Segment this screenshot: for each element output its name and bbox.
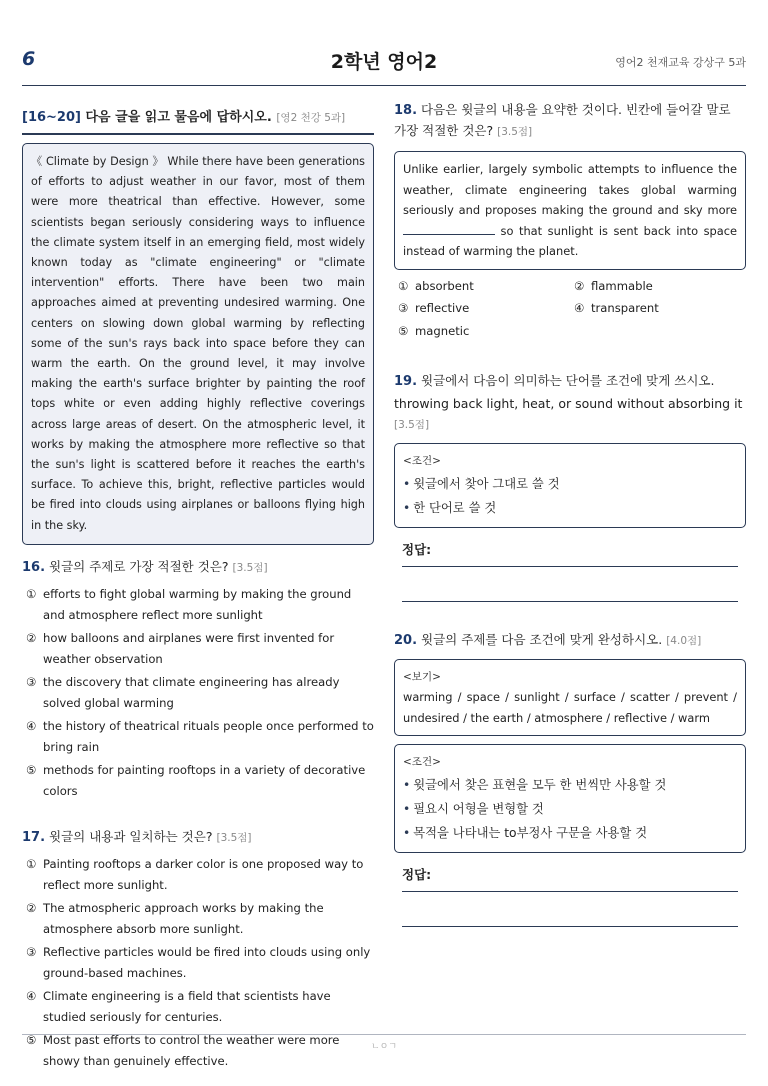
question-18-prompt: [394, 100, 746, 142]
choice-mark: ①: [26, 856, 37, 871]
bullet-icon: •: [403, 825, 411, 840]
answer-label-20: 정답:: [402, 866, 432, 882]
choice-18-3[interactable]: [394, 298, 570, 320]
choice-16-2[interactable]: [22, 628, 374, 671]
question-18-points: [3.5점]: [497, 126, 533, 138]
question-17-number: 17.: [22, 829, 46, 845]
condition-text: 필요시 어형을 변형할 것: [413, 801, 544, 816]
choice-17-4[interactable]: [22, 986, 374, 1029]
condition-label: <조건>: [403, 756, 441, 768]
word-bank: warming / space / sunlight / surface / scatter / prevent / undesired / the earth / atmosphere / reflective / warm: [403, 690, 737, 725]
answer-line-19-2[interactable]: [402, 601, 738, 602]
condition-item: [403, 496, 737, 520]
condition-item: [403, 472, 737, 496]
question-17-points: [3.5점]: [216, 831, 252, 844]
condition-text: 목적을 나타내는 to부정사 구문을 사용할 것: [413, 825, 648, 840]
question-17-prompt: [22, 827, 374, 848]
question-17-text: 윗글의 내용과 일치하는 것은?: [49, 828, 213, 844]
question-20-prompt: [394, 630, 746, 651]
condition-item: [403, 821, 737, 845]
bullet-icon: •: [403, 801, 411, 816]
choice-text: efforts to fight global warming by making the ground and atmosphere reflect more sunlight: [43, 586, 352, 623]
question-20-text: 윗글의 주제를 다음 조건에 맞게 완성하시오.: [421, 631, 663, 647]
choice-text: the discovery that climate engineering has already solved global warming: [43, 674, 340, 711]
passage-instruction: [22, 106, 374, 135]
choice-16-5[interactable]: [22, 760, 374, 803]
question-16-number: 16.: [22, 559, 46, 575]
question-20-number: 20.: [394, 632, 418, 648]
choice-16-1[interactable]: [22, 584, 374, 627]
choice-text: Painting rooftops a darker color is one proposed way to reflect more sunlight.: [43, 856, 364, 893]
choice-text: absorbent: [415, 278, 474, 293]
condition-text: 윗글에서 찾은 표현을 모두 한 번씩만 사용할 것: [413, 777, 667, 792]
condition-item: [403, 773, 737, 797]
condition-label: <조건>: [403, 455, 441, 467]
question-19-prompt: [394, 371, 746, 392]
choice-mark: ②: [574, 278, 585, 293]
question-20-points: [4.0점]: [666, 634, 702, 647]
question-16: [22, 557, 374, 803]
footer-text: ㄴㅇㄱ: [370, 1042, 398, 1052]
bullet-icon: •: [403, 476, 411, 491]
answer-line-20-2[interactable]: [402, 926, 738, 927]
choice-17-2[interactable]: [22, 898, 374, 941]
question-19-text: 윗글에서 다음이 의미하는 단어를 조건에 맞게 쓰시오.: [421, 373, 715, 388]
choice-mark: ④: [26, 718, 37, 733]
choice-text: transparent: [591, 301, 659, 315]
summary-before: Unlike earlier, largely symbolic attempts to influence the weather, climate engineering takes global warming seriously and proposes making the ground and sky more: [403, 162, 737, 217]
question-19: [394, 371, 746, 602]
choice-text: The atmospheric approach works by making the atmosphere absorb more sunlight.: [43, 900, 324, 937]
question-19-points: [3.5점]: [394, 419, 430, 431]
choice-mark: ⑤: [26, 1032, 37, 1047]
choice-mark: ⑤: [26, 762, 37, 777]
choice-18-1[interactable]: [394, 276, 570, 298]
question-18-text: 다음은 윗글의 내용을 요약한 것이다. 빈칸에 들어갈 말로 가장 적절한 것은?: [394, 102, 731, 138]
choice-17-3[interactable]: [22, 942, 374, 985]
choice-mark: ⑤: [398, 323, 409, 338]
choice-mark: ①: [398, 278, 409, 293]
choice-16-4[interactable]: [22, 716, 374, 759]
passage-source-tag: [영2 천강 5과]: [276, 112, 346, 124]
answer-line-20-1[interactable]: [402, 891, 738, 892]
question-20-conditions: [394, 744, 746, 853]
choice-text: the history of theatrical rituals people once performed to bring rain: [43, 718, 374, 755]
choice-text: magnetic: [415, 323, 470, 338]
page-title: 2학년 영어2: [330, 51, 438, 73]
question-16-prompt: [22, 557, 374, 578]
question-19-definition-line: [394, 394, 746, 435]
choice-mark: ③: [26, 944, 37, 959]
page-number: 6: [22, 48, 36, 70]
question-18-number: 18.: [394, 103, 418, 118]
choice-text: flammable: [591, 278, 653, 293]
question-19-number: 19.: [394, 374, 418, 389]
choice-18-4[interactable]: [570, 298, 746, 320]
summary-text: [403, 159, 737, 262]
choice-text: Reflective particles would be fired into clouds using only ground-based machines.: [43, 944, 371, 981]
choice-mark: ②: [26, 900, 37, 915]
question-16-choices: [22, 584, 374, 803]
word-bank-label: <보기>: [403, 670, 441, 683]
choice-mark: ④: [574, 301, 585, 315]
choice-text: how balloons and airplanes were first invented for weather observation: [43, 630, 335, 667]
bullet-icon: •: [403, 777, 411, 792]
choice-text: Climate engineering is a field that scientists have studied seriously for centuries.: [43, 988, 331, 1025]
condition-text: 한 단어로 쓸 것: [413, 500, 497, 515]
word-bank-box: [394, 659, 746, 737]
footer-divider: [22, 1034, 746, 1035]
passage-range: [16~20]: [22, 110, 81, 125]
question-16-points: [3.5점]: [232, 561, 268, 574]
question-18-choices: [394, 276, 746, 344]
choice-18-5[interactable]: [394, 321, 570, 343]
choice-mark: ②: [26, 630, 37, 645]
reading-passage: 《 Climate by Design 》 While there have been generations of efforts to adjust weather in our favor, most of them were more theatrical than effective. However, some scientists began seriously considering ways to influence the climate system itself in an emerging field, most widely known today as "climate engineering" or "climate intervention" efforts. There have been two main approaches aimed at preventing undesired warming. One centers on slowing down global warming by reflecting some of the sun's rays back into space before they can warm the earth. On the ground level, it may involve making the earth's surface brighter by painting the roof tops white or even adding highly reflective coverings across large areas of desert. On the atmospheric level, it works by making the atmosphere more reflective so that the sun's light is scattered before it reaches the earth's surface. To achieve this, bright, reflective particles would be fired into clouds using airplanes or balloons flying high in the sky.: [22, 143, 374, 545]
choice-text: Most past efforts to control the weather were more showy than genuinely effective.: [43, 1032, 340, 1069]
condition-item: [403, 797, 737, 821]
choice-mark: ①: [26, 586, 37, 601]
question-17: [22, 827, 374, 1073]
choice-mark: ③: [398, 301, 409, 315]
question-20: [394, 630, 746, 927]
choice-17-1[interactable]: [22, 854, 374, 897]
condition-text: 윗글에서 찾아 그대로 쓸 것: [413, 476, 560, 491]
left-column: [22, 100, 374, 1074]
bullet-icon: •: [403, 500, 411, 515]
question-16-text: 윗글의 주제로 가장 적절한 것은?: [49, 558, 229, 574]
summary-after: so that sunlight is sent back into space instead of warming the planet.: [403, 223, 738, 258]
answer-line-19-1[interactable]: [402, 566, 738, 567]
question-19-conditions: [394, 443, 746, 528]
passage-instruction-text: 다음 글을 읽고 물음에 답하시오.: [85, 110, 272, 125]
summary-box: [394, 151, 746, 270]
choice-text: reflective: [415, 301, 470, 315]
page-header: [22, 44, 746, 86]
choice-mark: ③: [26, 674, 37, 689]
summary-blank: [403, 223, 495, 235]
question-18: [394, 100, 746, 343]
choice-mark: ④: [26, 988, 37, 1003]
choice-18-2[interactable]: [570, 276, 746, 298]
answer-label-19: 정답:: [402, 541, 432, 557]
choice-text: methods for painting rooftops in a variety of decorative colors: [43, 762, 366, 799]
exam-source: 영어2 천재교육 강상구 5과: [615, 56, 746, 69]
choice-16-3[interactable]: [22, 672, 374, 715]
question-19-definition: throwing back light, heat, or sound without absorbing it: [394, 396, 743, 411]
right-column: [394, 100, 746, 927]
